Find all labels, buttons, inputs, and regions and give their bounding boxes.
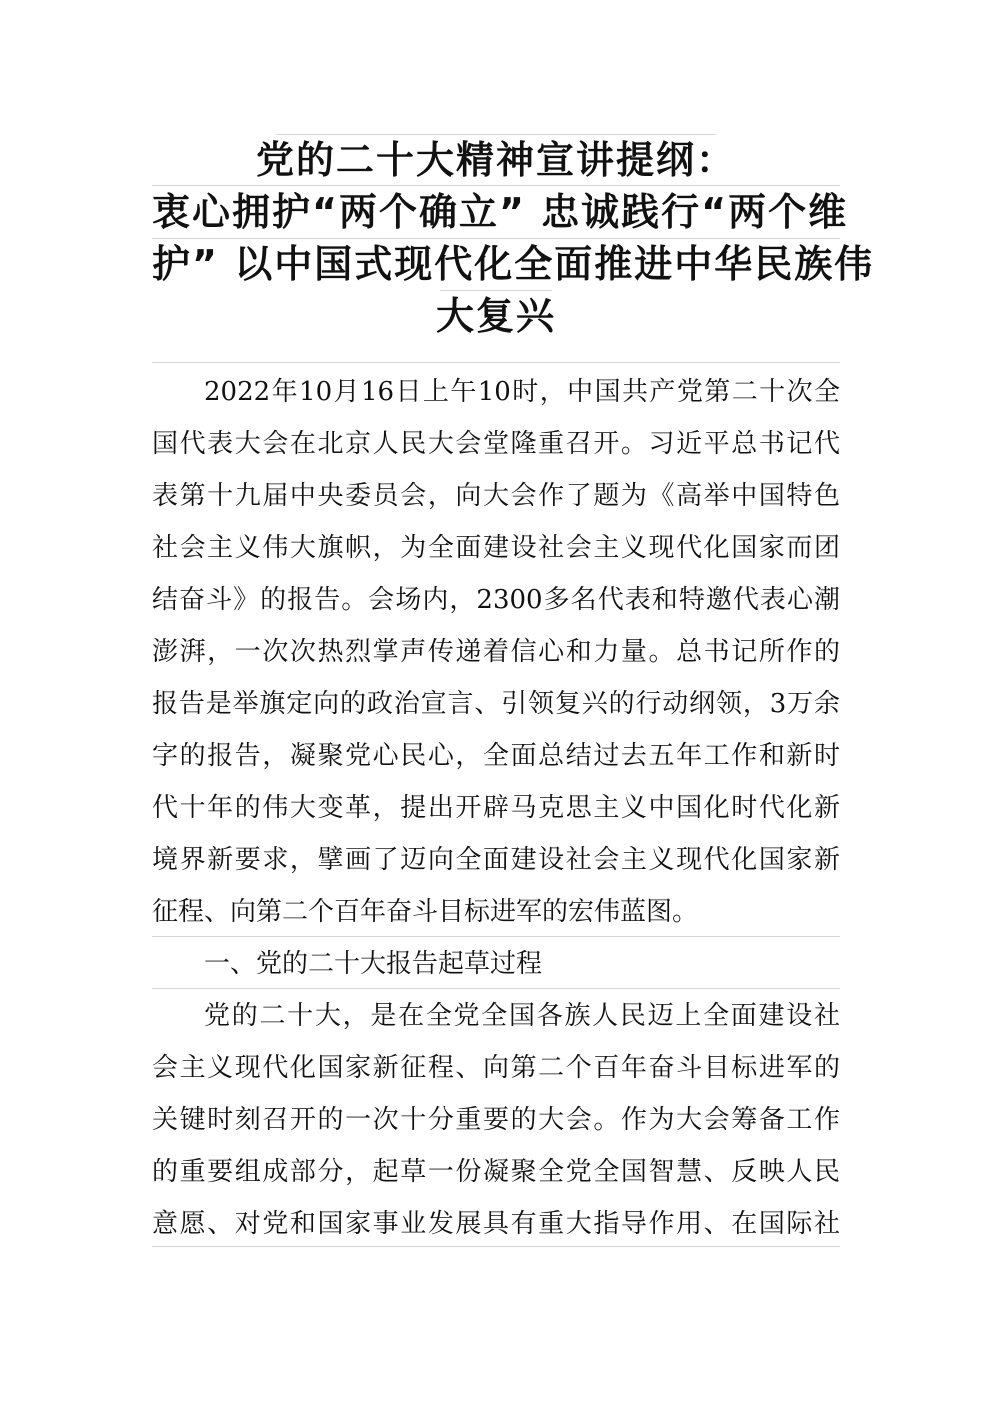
title-line-1: 党的二十大精神宣讲提纲： [255, 138, 736, 182]
p2-line-5: 意愿、对党和国家事业发展具有重大指导作用、在国际社 [152, 1209, 840, 1239]
p1-line-10: 境界新要求，擘画了迈向全面建设社会主义现代化国家新 [152, 845, 840, 875]
p2-line-2: 会主义现代化国家新征程、向第二个百年奋斗目标进军的 [152, 1053, 840, 1083]
p2-line-1: 党的二十大，是在全党全国各族人民迈上全面建设社 [204, 1001, 840, 1031]
p1-line-6: 澎湃，一次次热烈掌声传递着信心和力量。总书记所作的 [152, 637, 840, 667]
p1-line-1: 2022年10月16日上午10时，中国共产党第二十次全 [204, 377, 840, 407]
section-rule-2 [152, 936, 840, 937]
p1-line-8: 字的报告，凝聚党心民心，全面总结过去五年工作和新时 [152, 741, 840, 771]
title-line-4: 大复兴 [435, 294, 556, 338]
section-rule-3 [152, 988, 840, 989]
p1-line-4: 社会主义伟大旗帜，为全面建设社会主义现代化国家而团 [152, 533, 840, 563]
p1-line-5: 结奋斗》的报告。会场内，2300多名代表和特邀代表心潮 [152, 585, 840, 615]
section-rule-4 [152, 1246, 840, 1247]
section-heading-1: 一、党的二十大报告起草过程 [204, 949, 543, 979]
title-rule-4 [440, 290, 552, 291]
title-rule-2 [152, 185, 840, 186]
p1-line-9: 代十年的伟大变革，提出开辟马克思主义中国化时代化新 [152, 793, 840, 823]
section-rule-1 [152, 362, 840, 363]
p1-line-7: 报告是举旗定向的政治宣言、引领复兴的行动纲领，3万余 [152, 689, 840, 719]
p1-line-11: 征程、向第二个百年奋斗目标进军的宏伟蓝图。 [152, 897, 699, 927]
p1-line-2: 国代表大会在北京人民大会堂隆重召开。习近平总书记代 [152, 429, 840, 459]
title-rule-3 [152, 238, 840, 239]
title-line-2: 衷心拥护“两个确立” 忠诚践行“两个维 [152, 190, 849, 234]
p2-line-3: 关键时刻召开的一次十分重要的大会。作为大会筹备工作 [152, 1105, 840, 1135]
title-rule-top [276, 134, 716, 135]
p1-line-3: 表第十九届中央委员会，向大会作了题为《高举中国特色 [152, 481, 840, 511]
p2-line-4: 的重要组成部分，起草一份凝聚全党全国智慧、反映人民 [152, 1157, 840, 1187]
title-line-3: 护” 以中国式现代化全面推进中华民族伟 [152, 242, 875, 286]
